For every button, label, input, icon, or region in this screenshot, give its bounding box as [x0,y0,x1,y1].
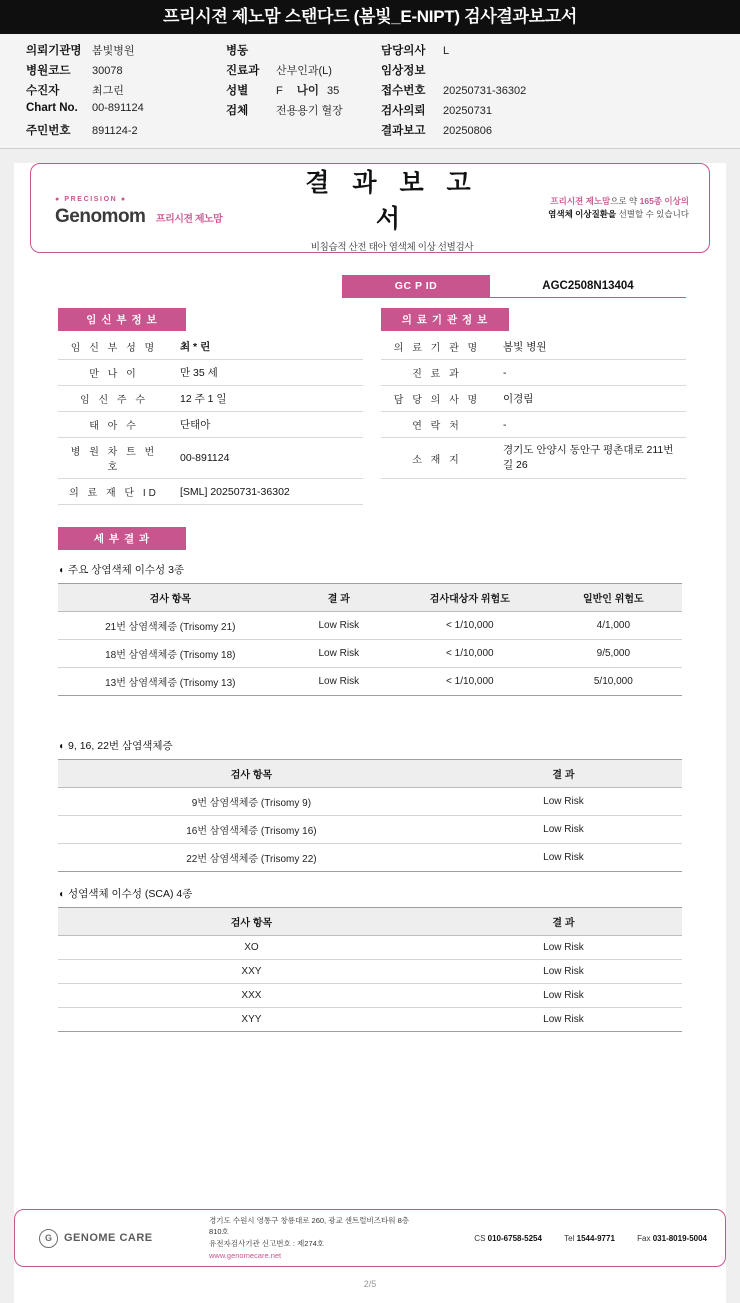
field-chart-no-value: 00-891124 [92,102,144,114]
brand-logo [31,188,285,228]
t21-result: Low Risk [283,612,395,640]
patient-header-col-3 [381,42,526,138]
table-row [58,438,363,479]
col-result: 결 과 [283,584,395,612]
group1-heading-text: 주요 상염색체 이수성 3종 [68,564,185,576]
brand-row [55,206,285,228]
field-resident-no [26,122,226,138]
t18-subject-risk: < 1/10,000 [395,640,545,668]
field-department [226,62,381,78]
field-department-label: 진료과 [226,65,260,77]
table-row [381,438,686,479]
field-department-value: 산부인과(L) [276,65,332,77]
table-row [381,412,686,438]
field-doctor-value: L [443,45,450,57]
group2-heading-text: 9, 16, 22번 삼염색체증 [68,740,173,752]
t21-item: 21번 삼염색체증 (Trisomy 21) [58,612,283,640]
field-report-date [381,122,526,138]
col-result-3: 결 과 [445,908,682,936]
bullet-icon: ◖ [58,741,65,752]
banner-note-line2 [499,208,689,221]
t16-item: 16번 삼염색체증 (Trisomy 16) [58,816,445,844]
hospital-dept-value: - [493,360,686,386]
patient-header-col-1 [26,42,226,138]
report-heading-title: 결 과 보 고 서 [305,169,479,233]
field-accession-no-value: 20250731-36302 [443,85,527,97]
banner-note-mid: 으로 약 [610,196,640,207]
report-footer [14,1209,726,1267]
hospital-name-value: 봄빛 병원 [493,334,686,360]
fetus-count-value: 단태아 [170,412,363,438]
field-ward [226,42,381,58]
footer-address-line2: 유전자검사기관 신고번호 : 제274호 [209,1239,325,1248]
field-report-date-value: 20250806 [443,125,492,137]
field-accession-no-label: 접수번호 [381,85,426,97]
footer-fax-value: 031-8019-5004 [652,1233,707,1243]
precision-text: PRECISION [64,196,118,203]
table-row [381,360,686,386]
spacer [14,696,726,726]
foundation-id-value: [SML] 20250731-36302 [170,479,363,505]
hospital-chart-no-value: 00-891124 [170,438,363,479]
table-row [58,412,363,438]
hospital-name-key: 의 료 기 관 명 [381,334,493,360]
xxx-item: XXX [58,984,445,1008]
group1-heading [58,562,726,577]
col-subject-risk: 검사대상자 위험도 [395,584,545,612]
footer-fax [627,1234,707,1243]
hospital-info-title: 의 료 기 관 정 보 [381,308,509,331]
footer-cs-label: CS [474,1233,486,1243]
hospital-contact-value: - [493,412,686,438]
banner-note-line1 [499,195,689,208]
field-institution [26,42,226,58]
field-specimen [226,102,381,118]
table-row [58,936,682,960]
field-age-value: 35 [326,85,340,97]
gcp-id-row [14,275,686,298]
page-number: 2/5 [363,1279,377,1289]
footer-address [209,1215,417,1262]
col-result-2: 결 과 [445,760,682,788]
field-doctor-label: 담당의사 [381,45,426,57]
table-row [58,334,363,360]
bullet-icon: ◖ [58,565,65,576]
sca-table [58,907,682,1032]
mother-age-value: 만 35 세 [170,360,363,386]
mother-age-key: 만 나 이 [58,360,170,386]
t13-subject-risk: < 1/10,000 [395,668,545,696]
brand-name-kr: 프리시젼 제노맘 [155,214,223,225]
field-doctor [381,42,526,58]
field-accession-no [381,82,526,98]
field-resident-no-label: 주민번호 [26,125,71,137]
field-sex-age [226,82,381,98]
mother-info-block [58,308,363,505]
xo-item: XO [58,936,445,960]
gestational-week-key: 임 신 주 수 [58,386,170,412]
footer-url[interactable]: www.genomecare.net [209,1250,282,1260]
hospital-contact-key: 연 락 처 [381,412,493,438]
genome-care-mark-icon: G [39,1229,58,1248]
field-ward-label: 병동 [226,45,249,57]
col-general-risk: 일반인 위험도 [545,584,682,612]
col-test-item: 검사 항목 [58,584,283,612]
genome-care-name: GENOME CARE [64,1232,153,1244]
xxy-result: Low Risk [445,960,682,984]
t21-general-risk: 4/1,000 [545,612,682,640]
hospital-doctor-key: 담 당 의 사 명 [381,386,493,412]
banner-note-disease: 염색체 이상질환을 [548,209,617,219]
page-title: 프리시젼 제노맘 스탠다드 (봄빛_E-NIPT) 검사결과보고서 [0,0,740,34]
field-sex-value: F [276,85,283,97]
field-institution-label: 의뢰기관명 [26,45,82,57]
footer-tel-value: 1544-9771 [576,1233,615,1243]
footer-tel [554,1234,617,1243]
field-patient-name-label: 수진자 [26,85,60,97]
table-row [58,960,682,984]
precision-label [55,196,127,203]
group2-heading [58,738,726,753]
table-row [381,334,686,360]
table-row [58,984,682,1008]
mother-info-title: 임 신 부 정 보 [58,308,186,331]
field-test-request-date-value: 20250731 [443,105,492,117]
table-row [381,386,686,412]
field-hospital-code-label: 병원코드 [26,65,71,77]
mother-info-table [58,334,363,505]
mother-name-value: 최 * 린 [170,334,363,360]
group3-heading-text: 성염색체 이수성 (SCA) 4종 [68,888,193,900]
t16-result: Low Risk [445,816,682,844]
detail-section-title: 세 부 결 과 [58,527,186,550]
hospital-info-block [381,308,686,505]
table-header-row [58,908,682,936]
table-row [58,386,363,412]
t13-general-risk: 5/10,000 [545,668,682,696]
t9-item: 9번 삼염색체증 (Trisomy 9) [58,788,445,816]
trisomy-main-table [58,583,682,696]
field-patient-name-value: 최그린 [92,85,124,97]
hospital-address-key: 소 재 지 [381,438,493,479]
banner-note-tail: 선별할 수 있습니다 [616,209,689,219]
table-row [58,816,682,844]
field-specimen-value: 전용용기 혈장 [276,105,343,117]
patient-header [0,34,740,149]
table-row [58,479,363,505]
patient-header-col-2 [226,42,381,138]
field-chart-no-label: Chart No. [26,102,78,114]
t18-general-risk: 9/5,000 [545,640,682,668]
col-test-item-2: 검사 항목 [58,760,445,788]
dot-icon: ● [55,196,61,203]
table-row [58,844,682,872]
hospital-doctor-value: 이경림 [493,386,686,412]
xyy-result: Low Risk [445,1008,682,1032]
report-heading-subtitle: 비침습적 산전 태아 염색체 이상 선별검사 [310,242,474,253]
banner-note-count: 165종 이상의 [639,196,689,207]
footer-address-line1: 경기도 수원시 영통구 창룡대로 260, 광교 센트럴비즈타워 8층 810호 [209,1215,409,1237]
info-section [58,308,686,505]
hospital-address-value: 경기도 안양시 동안구 평촌대로 211번길 26 [493,438,686,479]
t9-result: Low Risk [445,788,682,816]
t22-result: Low Risk [445,844,682,872]
footer-contact [417,1234,725,1243]
gcp-id-label: GC P ID [342,275,490,298]
t18-item: 18번 삼염색체증 (Trisomy 18) [58,640,283,668]
t18-result: Low Risk [283,640,395,668]
xyy-item: XYY [58,1008,445,1032]
t13-item: 13번 삼염색체증 (Trisomy 13) [58,668,283,696]
footer-tel-label: Tel [564,1233,575,1243]
fetus-count-key: 태 아 수 [58,412,170,438]
gestational-week-value: 12 주 1 일 [170,386,363,412]
xo-result: Low Risk [445,936,682,960]
report-sheet [14,163,726,1303]
xxy-item: XXY [58,960,445,984]
bullet-icon: ◖ [58,889,65,900]
table-row [58,612,682,640]
table-row [58,640,682,668]
field-report-date-label: 결과보고 [381,125,426,137]
brand-name: Genomom [55,206,146,227]
table-row [58,360,363,386]
table-header-row [58,584,682,612]
foundation-id-key: 의 료 재 단 ID [58,479,170,505]
field-sex-label: 성별 [226,85,249,97]
field-institution-value: 봄빛병원 [92,45,135,57]
table-row [58,668,682,696]
hospital-chart-no-key: 병 원 차 트 번 호 [58,438,170,479]
banner-note-brand: 프리시젼 제노맘 [550,196,611,207]
t21-subject-risk: < 1/10,000 [395,612,545,640]
footer-cs [464,1234,544,1243]
report-heading [285,163,499,253]
t22-item: 22번 삼염색체증 (Trisomy 22) [58,844,445,872]
xxx-result: Low Risk [445,984,682,1008]
field-clinical-info-label: 임상정보 [381,65,426,77]
field-hospital-code [26,62,226,78]
field-age-label: 나이 [296,85,319,97]
dot-icon-2: ● [120,196,127,203]
table-row [58,1008,682,1032]
t13-result: Low Risk [283,668,395,696]
footer-fax-label: Fax [637,1233,651,1243]
field-chart-no [26,102,226,118]
group3-heading [58,886,726,901]
banner-note [499,195,709,221]
field-specimen-label: 검체 [226,105,249,117]
col-test-item-3: 검사 항목 [58,908,445,936]
field-test-request-date [381,102,526,118]
mother-name-key: 임 신 부 성 명 [58,334,170,360]
gcp-id-value: AGC2508N13404 [490,275,686,298]
trisomy-other-table [58,759,682,872]
hospital-dept-key: 진 료 과 [381,360,493,386]
table-row [58,788,682,816]
field-resident-no-value: 891124-2 [92,125,138,137]
genome-care-logo [15,1229,209,1248]
table-header-row [58,760,682,788]
field-clinical-info [381,62,526,78]
footer-cs-value: 010-6758-5254 [487,1233,542,1243]
hospital-info-table [381,334,686,479]
field-test-request-date-label: 검사의뢰 [381,105,426,117]
report-banner [30,163,710,253]
field-hospital-code-value: 30078 [92,65,123,77]
field-patient-name [26,82,226,98]
